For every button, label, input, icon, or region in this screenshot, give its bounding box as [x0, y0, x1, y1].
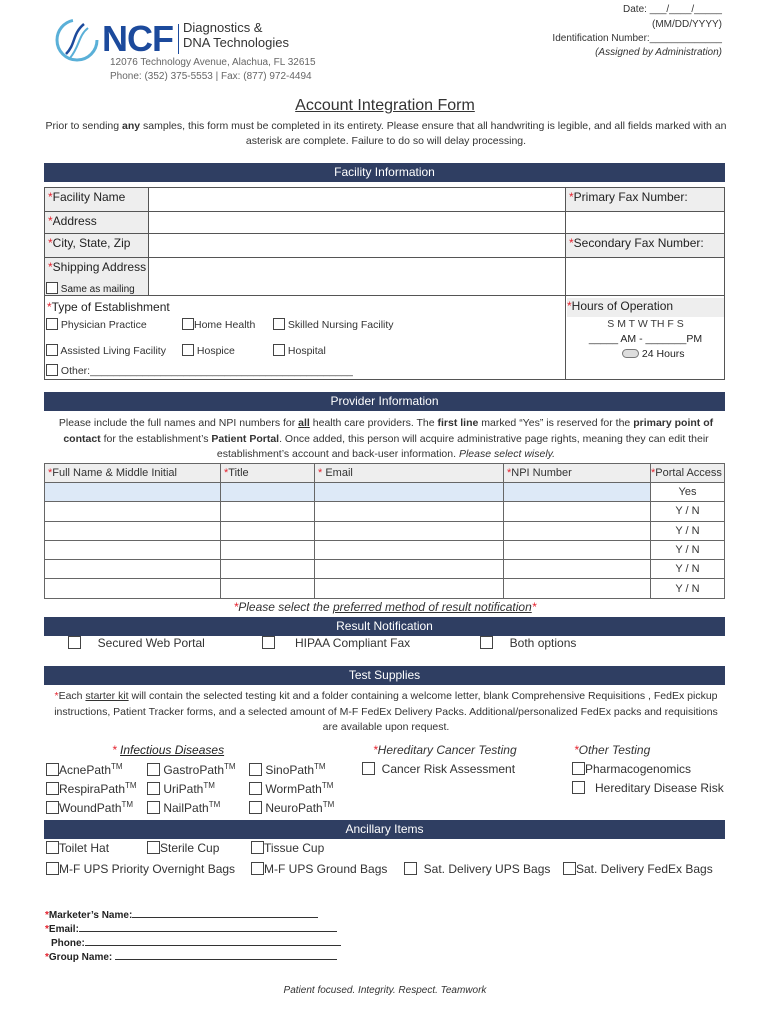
phone-field[interactable]	[85, 936, 341, 946]
hospice-checkbox[interactable]	[182, 344, 194, 356]
primary-fax-input[interactable]	[566, 212, 725, 234]
col-full-name: *Full Name & Middle Initial	[45, 464, 221, 483]
col-title: *Title	[221, 464, 315, 483]
group-row: *Group Name:	[45, 950, 337, 963]
hipaa-fax-checkbox[interactable]	[262, 636, 275, 649]
same-as-mailing-checkbox[interactable]	[46, 282, 58, 294]
table-row: Y / N	[45, 560, 725, 579]
neuropath-checkbox[interactable]	[249, 801, 262, 814]
physician-practice-checkbox[interactable]	[46, 318, 58, 330]
acnepath-checkbox[interactable]	[46, 763, 59, 776]
secured-web-portal-checkbox[interactable]	[68, 636, 81, 649]
email-field[interactable]	[79, 922, 337, 932]
col-npi: *NPI Number	[504, 464, 651, 483]
hereditary-heading: *Hereditary Cancer Testing	[373, 743, 517, 757]
hereditary-disease-risk-checkbox[interactable]	[572, 781, 585, 794]
table-row: Y / N	[45, 521, 725, 540]
assigned-note: (Assigned by Administration)	[595, 47, 722, 58]
other-establishment-checkbox[interactable]	[46, 364, 58, 376]
other-establishment-field[interactable]: Other:_____________________________________________	[60, 365, 353, 377]
uripath-checkbox[interactable]	[147, 782, 160, 795]
ancillary-section-header: Ancillary Items	[44, 820, 725, 839]
primary-fax-label: *Primary Fax Number:	[566, 188, 725, 212]
ups-ground-checkbox[interactable]	[251, 862, 264, 875]
company-phone-fax: Phone: (352) 375-5553 | Fax: (877) 972-4494	[110, 71, 312, 82]
col-email: * Email	[315, 464, 504, 483]
24-hours-toggle[interactable]	[622, 349, 639, 358]
secondary-fax-label: *Secondary Fax Number:	[566, 234, 725, 258]
hospital-checkbox[interactable]	[273, 344, 285, 356]
company-address: 12076 Technology Avenue, Alachua, FL 32615	[110, 57, 316, 68]
city-input[interactable]	[149, 234, 566, 258]
result-section-header: Result Notification	[44, 617, 725, 636]
gastropath-checkbox[interactable]	[147, 763, 160, 776]
dna-helix-icon	[52, 14, 104, 66]
hours-label: *Hours of Operation	[567, 298, 724, 317]
provider-table	[44, 463, 725, 599]
home-health-checkbox[interactable]	[182, 318, 194, 330]
toilet-hat-checkbox[interactable]	[46, 841, 59, 854]
email-row: *Email:	[45, 922, 337, 935]
nailpath-checkbox[interactable]	[147, 801, 160, 814]
marketer-name-field[interactable]	[132, 908, 318, 918]
am-pm-field[interactable]: _____ AM - _______PM	[588, 333, 703, 345]
secondary-fax-input[interactable]	[566, 258, 725, 296]
both-options-checkbox[interactable]	[480, 636, 493, 649]
col-portal-access: *Portal Access	[651, 464, 725, 483]
phone-row: Phone:	[51, 936, 341, 949]
date-format: (MM/DD/YYYY)	[652, 19, 722, 30]
respirapath-checkbox[interactable]	[46, 782, 59, 795]
date-field[interactable]: Date: ___/____/_____	[623, 4, 722, 15]
shipping-input[interactable]	[149, 258, 566, 296]
assisted-living-checkbox[interactable]	[46, 344, 58, 356]
woundpath-checkbox[interactable]	[46, 801, 59, 814]
facility-section-header: Facility Information	[44, 163, 725, 182]
table-row: Y / N	[45, 540, 725, 559]
marketer-name-row: *Marketer’s Name:	[45, 908, 318, 921]
sat-fedex-checkbox[interactable]	[563, 862, 576, 875]
table-row: Yes	[45, 483, 725, 502]
facility-name-label: *Facility Name	[45, 188, 149, 212]
shipping-label: *Shipping Address	[45, 258, 149, 296]
address-input[interactable]	[149, 212, 566, 234]
other-testing-heading: *Other Testing	[574, 743, 651, 757]
infectious-diseases-heading: * Infectious Diseases	[112, 743, 225, 757]
address-label: *Address	[45, 212, 149, 234]
sinopath-checkbox[interactable]	[249, 763, 262, 776]
ups-priority-overnight-checkbox[interactable]	[46, 862, 59, 875]
days-of-week: S M T W TH F S	[607, 318, 684, 330]
supplies-text: *Each starter kit will contain the selected testing kit and a folder containing a welcome letter, blank Comprehensive Requisitions , FedEx pickup instructions, Patient Tracker forms, and a selected amount of M-F FedEx Delivery Packs. Additional/personalized FedEx packs and requisitions are available upon request.	[54, 690, 718, 733]
tissue-cup-checkbox[interactable]	[251, 841, 264, 854]
table-row: Y / N	[45, 502, 725, 521]
identification-number[interactable]: Identification Number:_____________	[552, 33, 722, 44]
group-field[interactable]	[115, 950, 337, 960]
skilled-nursing-checkbox[interactable]	[273, 318, 285, 330]
provider-section-header: Provider Information	[44, 392, 725, 411]
sterile-cup-checkbox[interactable]	[147, 841, 160, 854]
type-of-establishment-label: *Type of Establishment	[47, 300, 170, 314]
table-row: Y / N	[45, 579, 725, 598]
sat-ups-checkbox[interactable]	[404, 862, 417, 875]
city-label: *City, State, Zip	[45, 234, 149, 258]
supplies-section-header: Test Supplies	[44, 666, 725, 685]
company-name-line2: DNA Technologies	[183, 35, 289, 50]
provider-instructions: Please include the full names and NPI numbers for all health care providers. The first line marked “Yes” is reserved for the primary point of contact for the establishment’s Patient Portal. Once added, this person will acquire administrative page rights, meaning they can edit their establishment’s account and back-user information. Please select wisely.	[58, 417, 714, 460]
company-acronym: NCF	[102, 18, 173, 59]
intro-text: Prior to sending any samples, this form must be completed in its entirety. Please ensure that all handwriting is legible, and all fields marked with an asterisk are complete. Failure to do so will delay processing.	[45, 120, 727, 147]
facility-name-input[interactable]	[149, 188, 566, 212]
result-note: *Please select the preferred method of result notification*	[233, 600, 537, 614]
company-name-line1: Diagnostics &	[183, 20, 263, 35]
wormpath-checkbox[interactable]	[249, 782, 262, 795]
form-title: Account Integration Form	[295, 97, 475, 114]
footer-tagline: Patient focused. Integrity. Respect. Teamwork	[283, 985, 487, 996]
cancer-risk-checkbox[interactable]	[362, 762, 375, 775]
pharmacogenomics-checkbox[interactable]	[572, 762, 585, 775]
